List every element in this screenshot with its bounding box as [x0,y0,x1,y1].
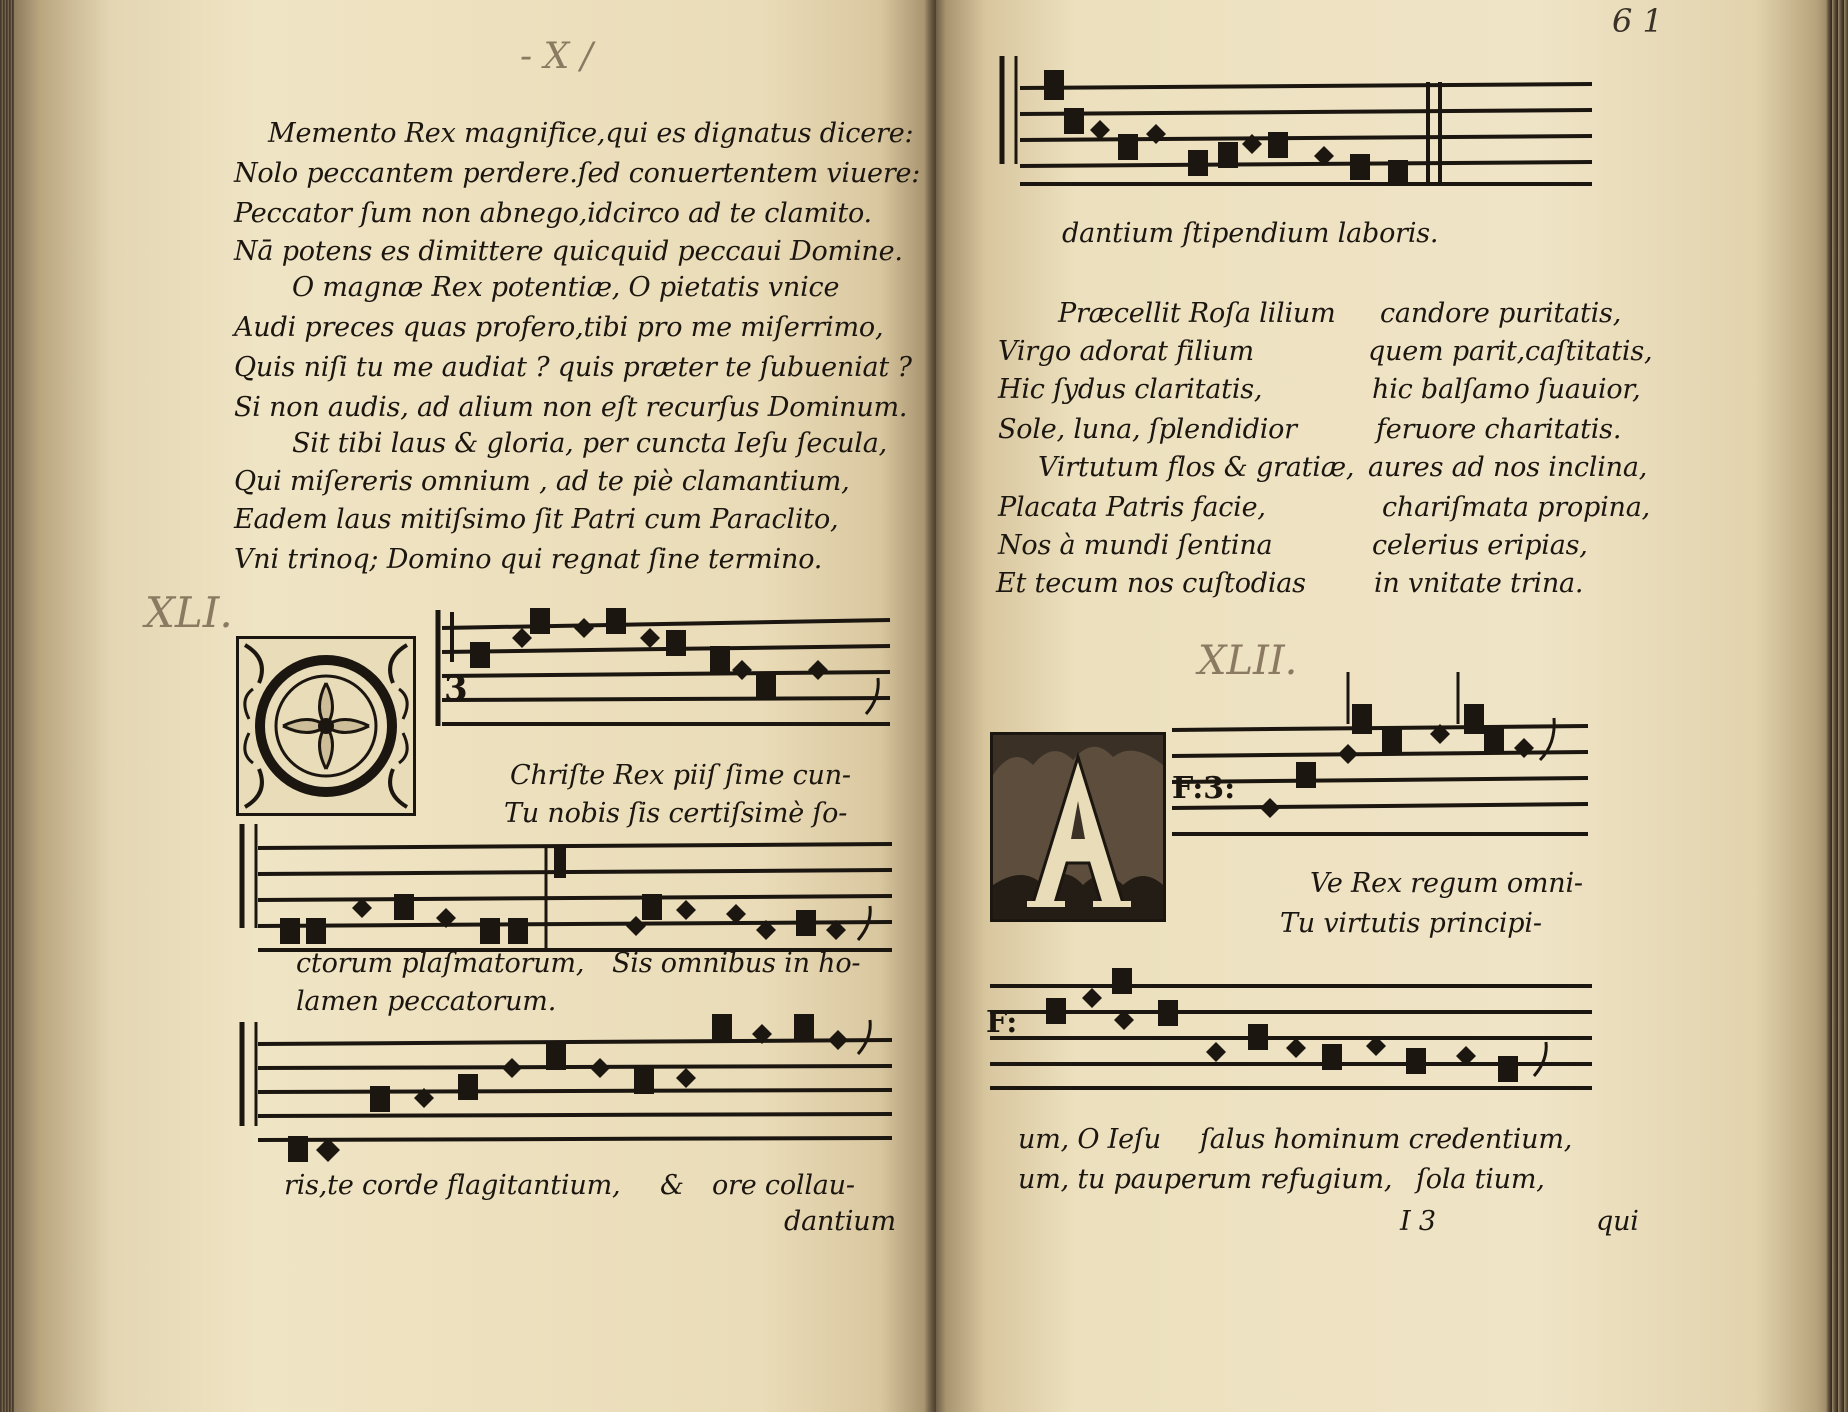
music-notes-tail [286,1128,356,1168]
verse-row-3-right: hic balſamo ſuauior, [1372,374,1641,405]
verse-row-3-left: Hic ſydus claritatis, [998,374,1263,405]
verse-row-6-right: chariſmata propina, [1382,492,1651,523]
verse-row-4-right: feruore charitatis. [1376,414,1622,445]
right-book-edge [1826,0,1848,1412]
hymn-number-xlii: XLII. [1198,638,1298,684]
hymn-line-10: Qui miſereris omnium , ad te piè clamantium, [234,466,850,497]
verse-row-4-left: Sole, luna, ſplendidior [998,414,1297,445]
left-margin-note: - X / [520,36,593,77]
catchword-left: dantium [784,1206,896,1237]
music-staff-4 [1168,668,1592,848]
lyric-2-part-3: lamen peccatorum. [296,986,557,1017]
hymn-line-5: O magnæ Rex potentiæ, O pietatis vnice [292,272,840,303]
initial-a-woodcut [993,735,1163,919]
hymn-line-3: Peccator ſum non abnego,idcirco ad te clamito. [234,198,872,229]
svg-text:3: 3 [444,669,468,709]
verse-row-6-left: Placata Patris facie, [998,492,1266,523]
verse-row-8-right: in vnitate trina. [1374,568,1584,599]
verse-row-1-right: candore puritatis, [1380,298,1622,329]
verse-row-2-left: Virgo adorat filium [998,336,1254,367]
lyric-3-part-1: ris,te corde flagitantium, [284,1170,621,1201]
hymn-line-8: Si non audis, ad alium non eſt recurſus Dominum. [234,392,908,423]
music-staff-5 [986,962,1596,1094]
verse-row-5-left: Virtutum flos & gratiæ, [1038,452,1355,483]
lyric-top: dantium ſtipendium laboris. [1062,218,1439,249]
hymn-line-9: Sit tibi laus & gloria, per cuncta Ieſu ſecula, [292,428,888,459]
lyric-xlii-line-2: Tu virtutis principi- [1280,908,1542,939]
svg-text:F:: F: [986,1005,1018,1040]
initial-a-letter [1136,820,1137,821]
music-staff-top [996,50,1596,190]
hymn-line-12: Vni trinoq; Domino qui regnat ſine termino. [234,544,823,575]
lyric-3-part-2: ore collau- [712,1170,855,1201]
lyric-2-part-1: ctorum plaſmatorum, [296,948,585,979]
verse-row-7-right: celerius eripias, [1372,530,1588,561]
verse-row-5-right: aures ad nos inclina, [1368,452,1648,483]
signature-mark: I 3 [1400,1206,1436,1237]
lyric-1-line-2: Tu nobis ſis certiſsimè ſo- [504,798,848,829]
verse-row-1-left: Præcellit Roſa lilium [1058,298,1336,329]
catchword-right: qui [1596,1206,1639,1237]
initial-o-ornament [239,639,413,813]
left-book-edge [0,0,14,1412]
verse-row-7-left: Nos à mundi ſentina [998,530,1273,561]
lyric-xlii-2-row-1-a: um, O Ieſu [1018,1124,1161,1155]
hymn-line-6: Audi preces quas profero,tibi pro me miſerrimo, [234,312,884,343]
lyric-xlii-2-row-2-b: ſola tium, [1416,1164,1545,1195]
right-page [936,0,1848,1412]
hymn-line-1: Memento Rex magnifice,qui es dignatus dicere: [268,118,914,149]
hymn-line-4: Nā potens es dimittere quicquid peccaui Domine. [234,236,903,267]
hymn-line-2: Nolo peccantem perdere.ſed conuertentem viuere: [234,158,921,189]
verse-row-2-right: quem parit,caſtitatis, [1368,336,1653,367]
music-staff-1 [418,602,894,738]
lyric-3-ampersand: & [660,1170,684,1201]
lyric-1-line-1: Chriſte Rex piiſ ſime cun- [510,760,851,791]
initial-o-letter [382,712,383,713]
decorated-initial-o [236,636,416,816]
lyric-xlii-2-row-1-b: ſalus hominum credentium, [1200,1124,1573,1155]
hymn-number-xli: XLI. [145,588,233,637]
lyric-2-part-2: Sis omnibus in ho- [612,948,861,979]
verse-row-8-left: Et tecum nos cuſtodias [996,568,1306,599]
folio-number: 6 1 [1612,2,1663,40]
svg-text:F:3:: F:3: [1172,771,1236,806]
hymn-line-7: Quis niſi tu me audiat ? quis præter te ſubueniat ? [234,352,912,383]
decorated-initial-a [990,732,1166,922]
lyric-xlii-line-1: Ve Rex regum omni- [1310,868,1583,899]
lyric-xlii-2-row-2-a: um, tu pauperum refugium, [1018,1164,1393,1195]
hymn-line-11: Eadem laus mitiſsimo ſit Patri cum Paraclito, [234,504,839,535]
music-staff-2 [236,822,896,954]
